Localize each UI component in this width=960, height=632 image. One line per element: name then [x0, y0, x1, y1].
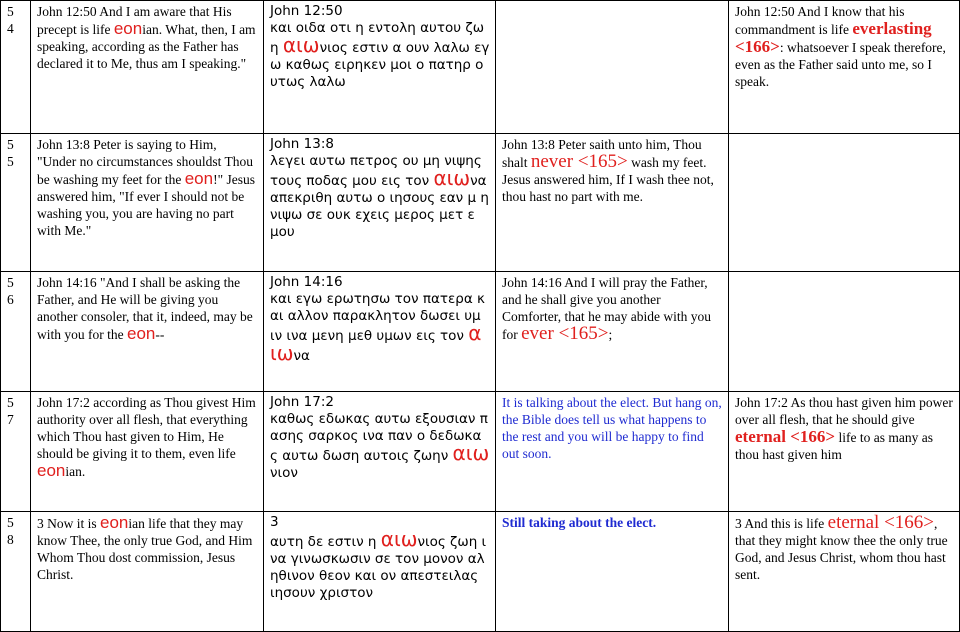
kjv-text-cell: John 12:50 And I know that his commandment is life everlasting <166>: whatsoever I speak therefore, even as the Father said unto me, so I speak. — [729, 1, 960, 134]
commentary-cell: Still taking about the elect. — [496, 512, 729, 632]
kjv-text-cell: John 13:8 Peter saith unto him, Thou shalt never <165> wash my feet. Jesus answered him, If I wash thee not, thou hast no part with me. — [496, 134, 729, 272]
row-number: 5 5 — [1, 134, 31, 272]
table-row — [1, 512, 960, 632]
concordant-text-cell: John 13:8 Peter is saying to Him, "Under no circumstances shouldst Thou be washing my feet for the eon!" Jesus answered him, "If ever I should not be washing you, you are having no part with Me." — [31, 134, 264, 272]
concordant-text-cell: John 12:50 And I am aware that His precept is life eonian. What, then, I am speaking, according as the Father has declared it to Me, thus am I speaking." — [31, 1, 264, 134]
concordant-text-cell: John 14:16 "And I shall be asking the Father, and He will be giving you another consoler, that it, indeed, may be with you for the eon-- — [31, 272, 264, 392]
concordant-text-cell: John 17:2 according as Thou givest Him authority over all flesh, that everything which Thou hast given to Him, He should be giving it to them, even life eonian. — [31, 392, 264, 512]
note-cell — [729, 134, 960, 272]
greek-text-cell: John 17:2 καθως εδωκας αυτω εξουσιαν π ασης σαρκος ινα παν ο δεδωκα ς αυτω δωση αυτοις ζωην αιω νιον — [264, 392, 496, 512]
greek-text-cell: John 12:50 και οιδα οτι η εντολη αυτου ζω η αιωνιος εστιν α ουν λαλω εγ ω καθως ειρηκεν μοι ο πατηρ ο υτως λαλω — [264, 1, 496, 134]
kjv-text-cell: John 17:2 As thou hast given him power over all flesh, that he should give eternal <166> life to as many as thou hast given him — [729, 392, 960, 512]
note-cell — [496, 1, 729, 134]
table-row — [1, 134, 960, 272]
commentary-cell: It is talking about the elect. But hang on, the Bible does tell us what happens to the rest and you will be happy to find out soon. — [496, 392, 729, 512]
row-number: 5 8 — [1, 512, 31, 632]
greek-text-cell: John 13:8 λεγει αυτω πετρος ου μη νιψης τους ποδας μου εις τον αιωνα απεκριθη αυτω ο ιησους εαν μ η νιψω σε ουκ εχεις μερος μετ ε μου — [264, 134, 496, 272]
concordant-text-cell: 3 Now it is eonian life that they may know Thee, the only true God, and Him Whom Thou dost commission, Jesus Christ. — [31, 512, 264, 632]
row-number: 5 4 — [1, 1, 31, 134]
table-row — [1, 272, 960, 392]
table-row — [1, 392, 960, 512]
greek-text-cell: 3 αυτη δε εστιν η αιωνιος ζωη ι να γινωσκωσιν σε τον μονον αλ ηθινον θεον και ον απεστειλας ιησουν χριστον — [264, 512, 496, 632]
greek-text-cell: John 14:16 και εγω ερωτησω τον πατερα κ αι αλλον παρακλητον δωσει υμ ιν ινα μενη μεθ υμων εις τον α ιωνα — [264, 272, 496, 392]
table-row — [1, 1, 960, 134]
note-cell — [729, 272, 960, 392]
row-number: 5 6 — [1, 272, 31, 392]
row-number: 5 7 — [1, 392, 31, 512]
kjv-text-cell: John 14:16 And I will pray the Father, and he shall give you another Comforter, that he may abide with you for ever <165>; — [496, 272, 729, 392]
kjv-text-cell: 3 And this is life eternal <166>, that they might know thee the only true God, and Jesus Christ, whom thou hast sent. — [729, 512, 960, 632]
